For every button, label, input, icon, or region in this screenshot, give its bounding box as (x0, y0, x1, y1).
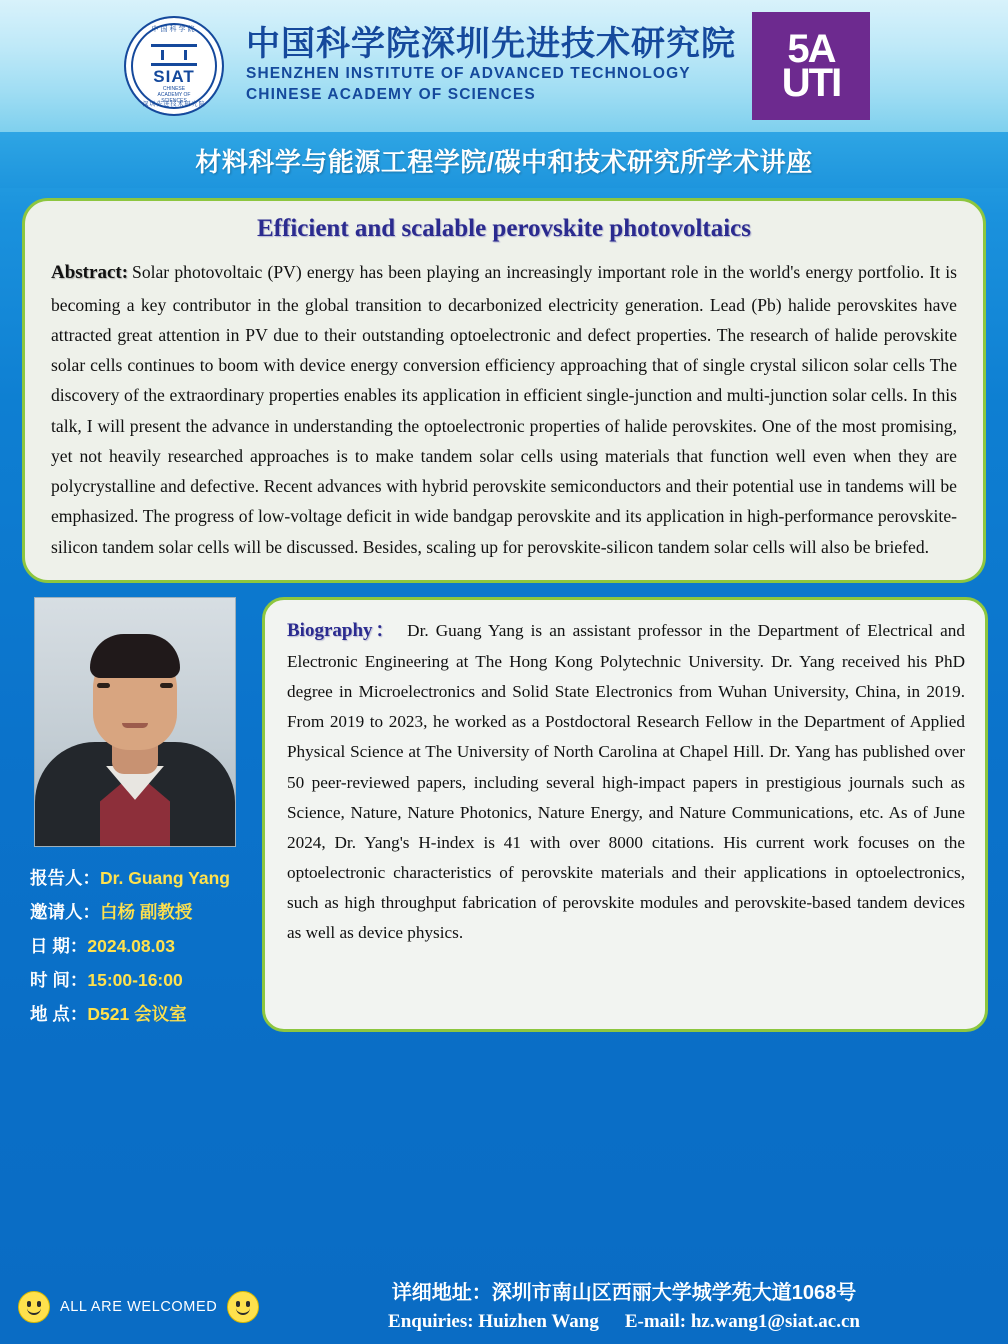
info-label-host: 邀请人： (30, 902, 100, 923)
info-row-host (30, 895, 248, 929)
logo-cas-en-line3: SCIENCES (161, 97, 187, 104)
abstract-body (51, 257, 957, 562)
biography-body (287, 614, 965, 948)
institute-name-cn: 中国科学院深圳先进技术研究院 (246, 25, 736, 64)
photo-hair (90, 634, 180, 678)
banner-title: 材料科学与能源工程学院/碳中和技术研究所学术讲座 (195, 146, 813, 177)
smiley-icon-right (227, 1291, 259, 1323)
info-label-speaker: 报告人： (30, 867, 100, 888)
info-value-speaker: Dr. Guang Yang (100, 867, 230, 888)
institute-name-en-line2: CHINESE ACADEMY OF SCIENCES (246, 85, 536, 103)
info-label-venue: 地 点： (30, 1004, 88, 1025)
talk-title: Efficient and scalable perovskite photovoltaics (257, 215, 751, 242)
abstract-panel (22, 198, 986, 583)
footer-contact (278, 1279, 990, 1336)
sustech-logo-icon (752, 12, 870, 120)
info-row-date (30, 929, 248, 963)
footer-email: E-mail: hz.wang1@siat.ac.cn (624, 1310, 860, 1332)
poster-footer (0, 1264, 1008, 1344)
info-row-time (30, 963, 248, 997)
photo-eye-right (160, 683, 173, 688)
info-row-venue (30, 997, 248, 1031)
poster-header (0, 0, 1008, 132)
logo-ring-bottom-text: 深圳先进技术研究院 (142, 102, 206, 108)
logo-cas-en-line1: CHINESE (162, 86, 186, 92)
event-banner (0, 132, 1008, 188)
photo-mouth (122, 723, 148, 728)
info-row-speaker (30, 861, 248, 895)
info-value-date: 2024.08.03 (87, 936, 175, 957)
photo-eye-left (97, 683, 110, 688)
logo-acronym: SIAT (153, 67, 195, 86)
speaker-info-list (22, 861, 248, 1032)
welcome-group (18, 1291, 278, 1323)
footer-address: 详细地址：深圳市南山区西丽大学城学苑大道1068号 (391, 1281, 857, 1304)
sustech-logo-glyph: 5A UTI (781, 26, 841, 105)
info-value-venue: D521 会议室 (87, 1004, 187, 1025)
abstract-label: Abstract: (51, 262, 129, 283)
info-value-time: 15:00-16:00 (87, 970, 183, 991)
footer-enquiries-label: Enquiries: Huizhen Wang (388, 1310, 599, 1332)
logo-ring-top-text: 中国科学院 (151, 26, 197, 33)
logo-inner-mark (126, 44, 222, 104)
smiley-mouth-right (236, 1306, 250, 1315)
institute-name-en-line1: SHENZHEN INSTITUTE OF ADVANCED TECHNOLOGY (246, 64, 691, 82)
logo-cas-en-line2: ACADEMY OF (157, 91, 191, 98)
info-label-time: 时 间： (30, 970, 88, 991)
biography-panel (262, 597, 988, 1032)
biography-label: Biography： (287, 619, 398, 641)
siat-logo-icon (124, 16, 224, 116)
biography-text: Dr. Guang Yang is an assistant professor in the Department of Electrical and Electronic Engineering at The Hong Kong Polytechnic University. Dr. Yang received his PhD degree in Microelectronics and Solid State Electronics from Wuhan University, China, in 2019. From 2019 to 2023, he worked as a Postdoctoral Research Fellow in the Department of Applied Physical Science at The University of North Carolina at Chapel Hill. Dr. Yang has published over 50 peer-reviewed papers, including several high-impact papers in prestigious journals such as Science, Nature, Nature Photonics, Nature Energy, and Nature Communications, etc. As of June 2024, Dr. Yang's H-index is 41 with over 8000 citations. His current work focuses on the optoelectronic characteristics of perovskite materials and their applications in optoelectronics, such as high throughput fabrication of perovskite modules and perovskite-based tandem devices as well as device physics. (287, 620, 965, 943)
info-label-date: 日 期： (30, 936, 88, 957)
smiley-icon-left (18, 1291, 50, 1323)
abstract-text: Solar photovoltaic (PV) energy has been playing an increasingly important role in the world's energy portfolio. It is becoming a key contributor in the global transition to decarbonized electricity generation. Lead (Pb) halide perovskites have attracted great attention in PV due to their outstanding optoelectronic and defect properties. The research of halide perovskite solar cells continues to boom with device energy conversion efficiency approaching that of single crystal silicon solar cells The discovery of the extraordinary properties enables its application in efficient single-junction and multi-junction solar cells. In this talk, I will present the advance in understanding the optoelectronic properties of halide perovskites. One of the most promising, yet not heavily researched approaches is to make tandem solar cells using materials that function well even when they are polycrystalline and defective. Recent advances with hybrid perovskite semiconductors and their potential use in tandems will be emphasized. The progress of low-voltage deficit in wide bandgap perovskite and its application in high-performance perovskite-silicon tandem solar cells will be discussed. Besides, scaling up for perovskite-silicon tandem solar cells will also be briefed. (51, 262, 957, 557)
footer-enquiries (278, 1308, 970, 1336)
lower-section (0, 597, 1008, 1032)
welcome-text: ALL ARE WELCOMED (60, 1299, 218, 1315)
speaker-column (22, 597, 248, 1032)
header-titles (246, 26, 752, 105)
speaker-photo (34, 597, 236, 847)
smiley-mouth-left (27, 1306, 41, 1315)
logo-gate-icon (151, 44, 197, 66)
info-value-host: 白杨 副教授 (100, 902, 193, 923)
